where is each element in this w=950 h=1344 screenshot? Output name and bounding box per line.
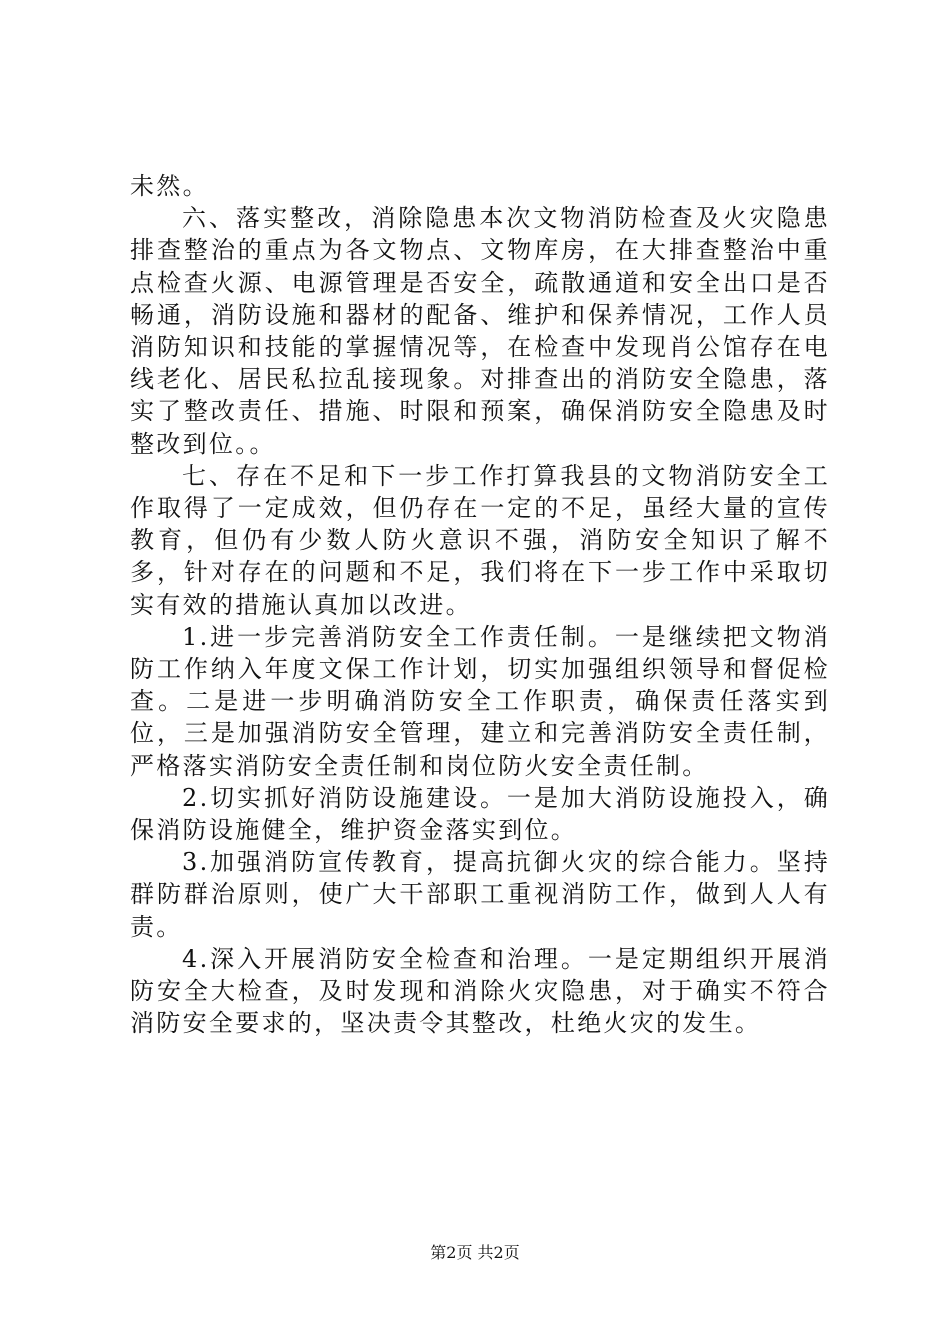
page-number-footer: 第2页 共2页 xyxy=(430,1243,520,1262)
document-body xyxy=(130,170,830,1039)
paragraph-continuation: 未然。 xyxy=(130,172,209,200)
paragraph-item-1: 1.进一步完善消防安全工作责任制。一是继续把文物消防工作纳入年度文保工作计划，切实加强组织领导和督促检查。二是进一步明确消防安全工作职责，确保责任落实到位，三是加强消防安全管理，建立和完善消防安全责任制，严格落实消防安全责任制和岗位防火安全责任制。 xyxy=(130,622,830,780)
paragraph-section-six: 六、落实整改，消除隐患本次文物消防检查及火灾隐患排查整治的重点为各文物点、文物库房，在大排查整治中重点检查火源、电源管理是否安全，疏散通道和安全出口是否畅通，消防设施和器材的配备、维护和保养情况，工作人员消防知识和技能的掌握情况等，在检查中发现肖公馆存在电线老化、居民私拉乱接现象。对排查出的消防安全隐患，落实了整改责任、措施、时限和预案，确保消防安全隐患及时整改到位。。 xyxy=(130,204,830,458)
paragraph-item-4: 4.深入开展消防安全检查和治理。一是定期组织开展消防安全大检查，及时发现和消除火灾隐患，对于确实不符合消防安全要求的，坚决责令其整改，杜绝火灾的发生。 xyxy=(130,944,830,1038)
paragraph-item-3: 3.加强消防宣传教育，提高抗御火灾的综合能力。坚持群防群治原则，使广大干部职工重视消防工作，做到人人有责。 xyxy=(130,848,830,941)
paragraph-section-seven: 七、存在不足和下一步工作打算我县的文物消防安全工作取得了一定成效，但仍存在一定的不足，虽经大量的宣传教育，但仍有少数人防火意识不强，消防安全知识了解不多，针对存在的问题和不足，我们将在下一步工作中采取切实有效的措施认真加以改进。 xyxy=(130,461,830,619)
paragraph-item-2: 2.切实抓好消防设施建设。一是加大消防设施投入，确保消防设施健全，维护资金落实到位。 xyxy=(130,783,830,845)
